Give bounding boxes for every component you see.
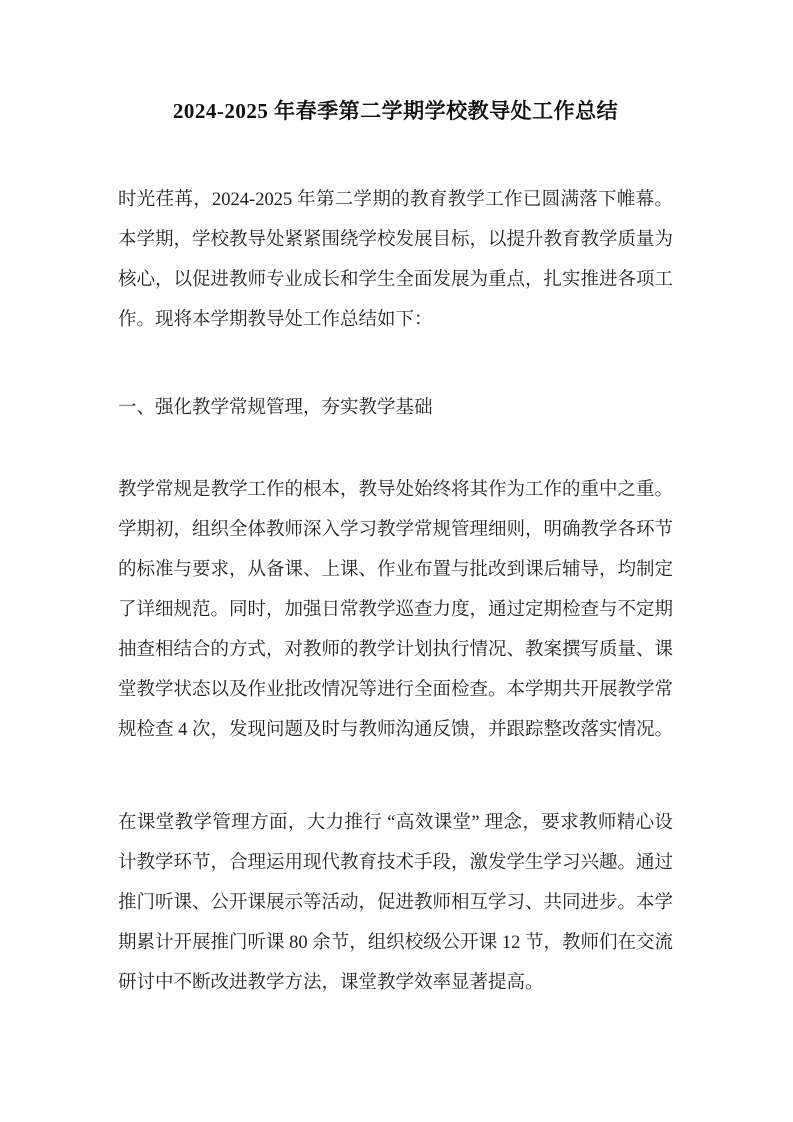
section-heading-1: 一、强化教学常规管理，夯实教学基础 <box>118 398 433 418</box>
paragraph-intro: 时光荏苒，2024-2025 年第二学期的教育教学工作已圆满落下帷幕。本学期，学校教导处紧紧围绕学校发展目标，以提升教育教学质量为核心，以促进教师专业成长和学生全面发展为重点，扎实推进各项工作。现将本学期教导处工作总结如下： <box>118 190 674 330</box>
document-title: 2024-2025 年春季第二学期学校教导处工作总结 <box>172 99 619 123</box>
paragraph-teaching-routine: 教学常规是教学工作的根本，教导处始终将其作为工作的重中之重。学期初，组织全体教师深入学习教学常规管理细则，明确教学各环节的标准与要求，从备课、上课、作业布置与批改到课后辅导，均制定了详细规范。同时，加强日常教学巡查力度，通过定期检查与不定期抽查相结合的方式，对教师的教学计划执行情况、教案撰写质量、课堂教学状态以及作业批改情况等进行全面检查。本学期共开展教学常规检查 4 次，发现问题及时与教师沟通反馈，并跟踪整改落实情况。 <box>118 480 674 740</box>
paragraph-classroom-management: 在课堂教学管理方面，大力推行 “高效课堂” 理念，要求教师精心设计教学环节，合理运用现代教育技术手段，激发学生学习兴趣。通过推门听课、公开课展示等活动，促进教师相互学习、共同进步。本学期累计开展推门听课 80 余节，组织校级公开课 12 节，教师们在交流研讨中不断改进教学方法，课堂教学效率显著提高。 <box>118 813 674 993</box>
